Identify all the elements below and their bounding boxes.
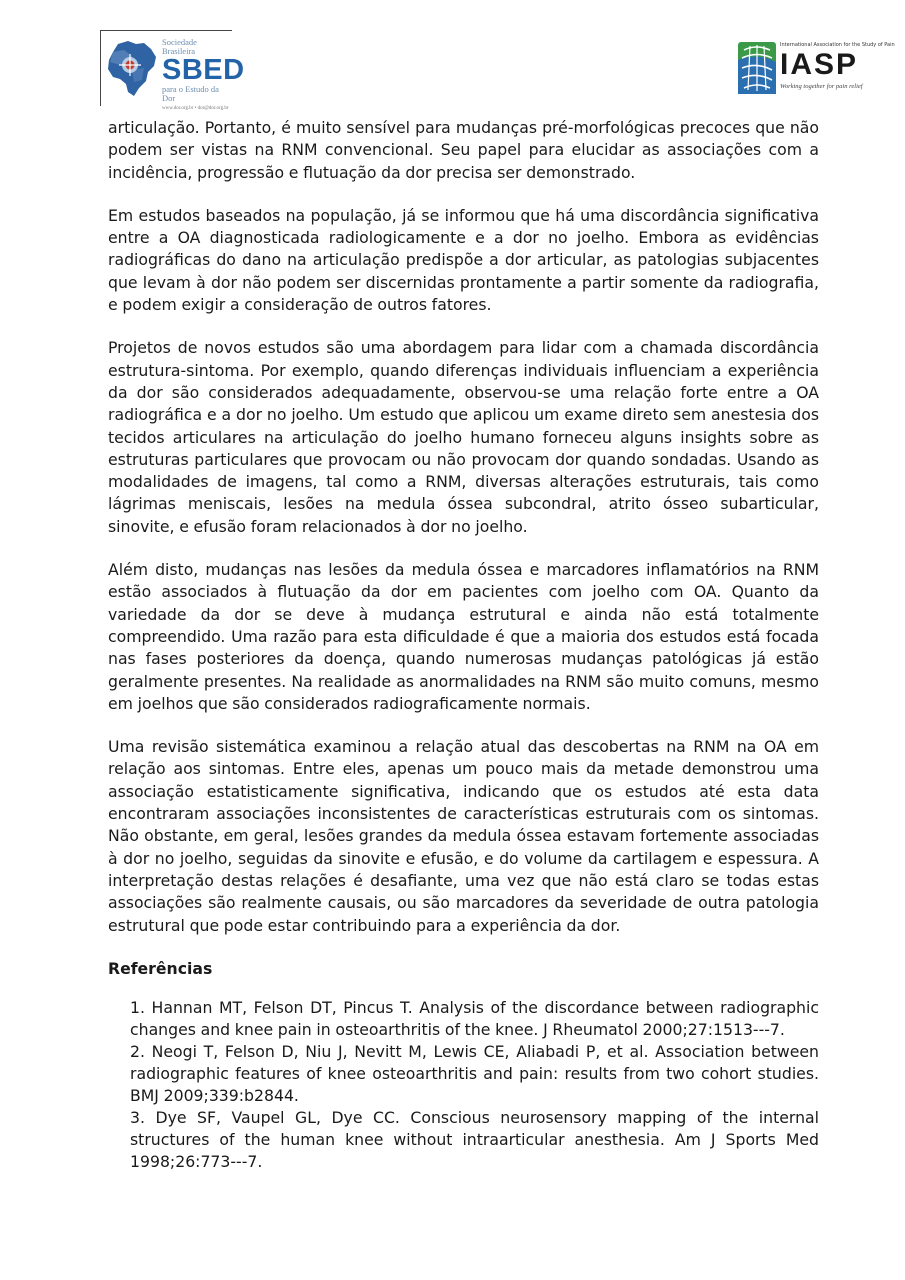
iasp-acronym: IASP xyxy=(780,48,859,81)
paragraph-4: Além disto, mudanças nas lesões da medula óssea e marcadores inflamatórios na RNM estão associados à flutuação da dor em pacientes com joelho com OA. Quanto da variedade da dor se deve à mudança estrutural e ainda não está totalmente compreendido. Uma razão para esta dificuldade é que a maioria dos estudos está focada nas fases posteriores da doença, quando numerosas mudanças patológicas já estão geralmente presentes. Na realidade as anormalidades na RNM são muito comuns, mesmo em joelhos que são considerados radiograficamente normais. xyxy=(108,560,819,713)
iasp-tagline: Working together for pain relief xyxy=(780,83,863,90)
iasp-logo xyxy=(738,42,895,97)
paragraph-1: articulação. Portanto, é muito sensível para mudanças pré-morfológicas precoces que não podem ser vistas na RNM convencional. Seu papel para elucidar as associações com a incidência, progressão e flutuação da dor precisa ser demonstrado. xyxy=(108,118,819,182)
document-body xyxy=(108,117,819,1173)
sbed-subtitle: para o Estudo da Dor xyxy=(162,84,219,103)
sbed-acronym: SBED xyxy=(162,54,245,86)
reference-item: 3. Dye SF, Vaupel GL, Dye CC. Conscious neurosensory mapping of the internal structures of the human knee without intraarticular anesthesia. Am J Sports Med 1998;26:773---7. xyxy=(130,1108,819,1172)
sbed-society-label: Sociedade Brasileira xyxy=(162,37,197,56)
header-border-horizontal xyxy=(100,30,232,31)
sbed-url: www.dor.org.br • dor@dor.org.br xyxy=(162,106,229,111)
reference-item: 1. Hannan MT, Felson DT, Pincus T. Analysis of the discordance between radiographic changes and knee pain in osteoarthritis of the knee. J Rheumatol 2000;27:1513---7. xyxy=(130,998,819,1040)
references-list xyxy=(130,997,819,1173)
paragraph-5: Uma revisão sistemática examinou a relação atual das descobertas na RNM na OA em relação aos sintomas. Entre eles, apenas um pouco mais da metade demonstrou uma associação estatisticamente significativa, indicando que os estudos até esta data encontraram associações inconsistentes de características estruturais com os sintomas. Não obstante, em geral, lesões grandes da medula óssea estavam fortemente associadas à dor no joelho, seguidas da sinovite e efusão, e do volume da cartilagem e espessura. A interpretação destas relações é desafiante, uma vez que não está claro se todas estas associações são realmente causais, ou são marcadores da severidade de outra patologia estrutural que pode estar contribuindo para a experiência da dor. xyxy=(108,737,819,935)
paragraph-3: Projetos de novos estudos são uma abordagem para lidar com a chamada discordância estrutura-sintoma. Por exemplo, quando diferenças individuais influenciam a experiência da dor são considerados adequadamente, observou-se uma relação forte entre a OA radiográfica e a dor no joelho. Um estudo que aplicou um exame direto sem anestesia dos tecidos articulares na articulação do joelho humano forneceu alguns insights sobre as estruturas particulares que provocam ou não provocam dor quando sondadas. Usando as modalidades de imagens, tal como a RNM, diversas alterações estruturais, tais como lágrimas meniscais, lesões na medula óssea subcondral, atrito ósseo subarticular, sinovite, e efusão foram relacionados à dor no joelho. xyxy=(108,338,819,536)
iasp-emblem-icon xyxy=(738,42,776,94)
header-border-vertical xyxy=(100,30,101,106)
iasp-full-name: International Association for the Study of Pain xyxy=(780,42,895,48)
paragraph-2: Em estudos baseados na população, já se informou que há uma discordância significativa entre a OA diagnosticada radiologicamente e a dor no joelho. Embora as evidências radiográficas do dano na articulação predispõe a dor articular, as patologias subjacentes que levam à dor não podem ser discernidas prontamente a partir somente da radiografia, e podem exigir a consideração de outros fatores. xyxy=(108,205,819,315)
sbed-logo xyxy=(104,36,245,111)
reference-item: 2. Neogi T, Felson D, Niu J, Nevitt M, Lewis CE, Aliabadi P, et al. Association between radiographic features of knee osteoarthritis and pain: results from two cohort studies. BMJ 2009;339:b2844. xyxy=(130,1042,819,1106)
brazil-map-icon xyxy=(104,38,160,100)
references-heading: Referências xyxy=(108,958,213,978)
